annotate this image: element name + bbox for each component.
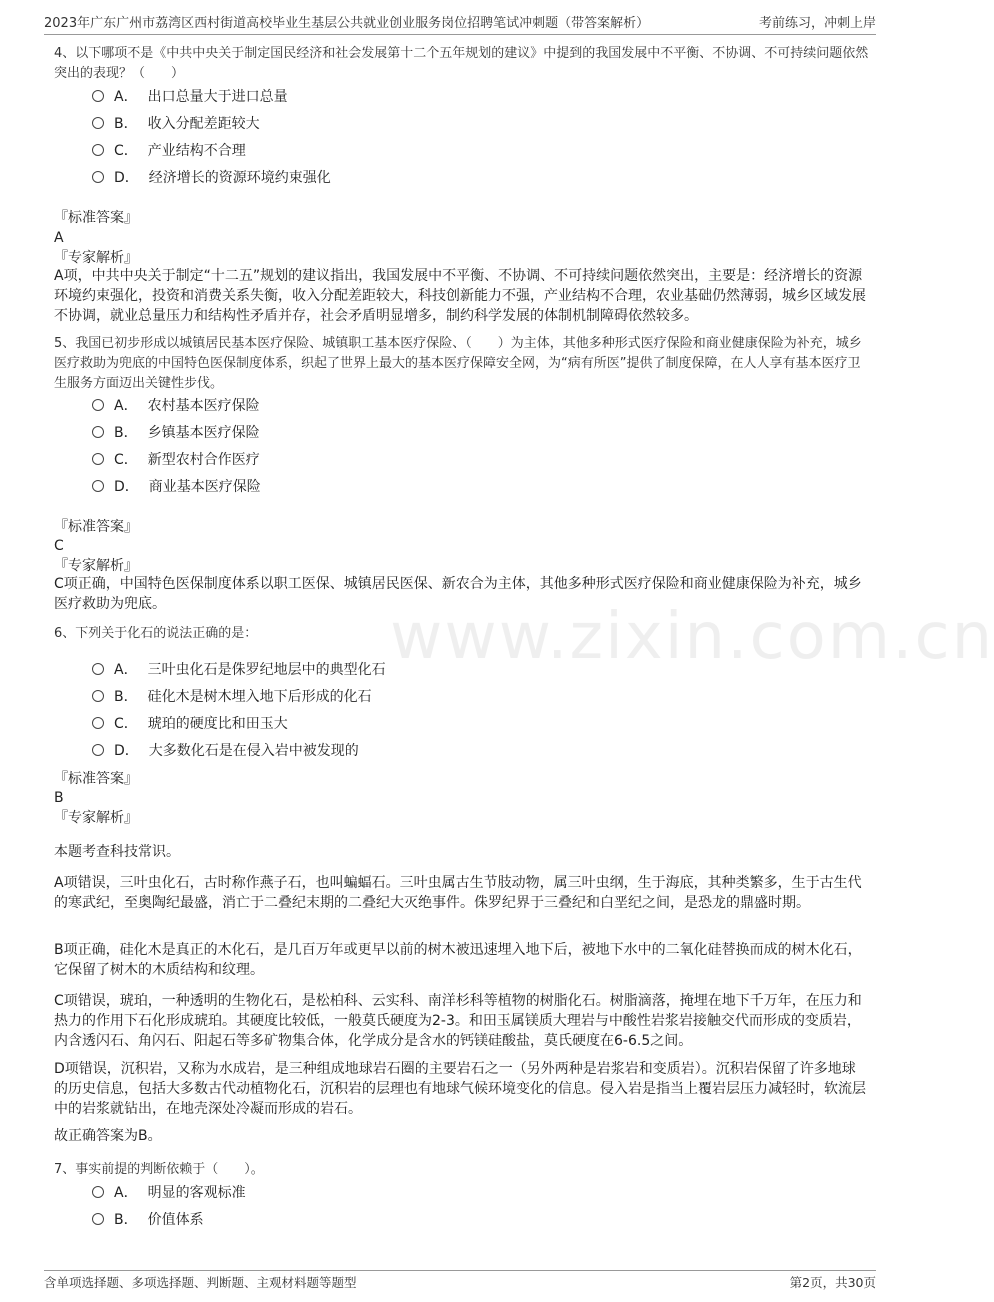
q4-analysis: A项，中共中央关于制定“十二五”规划的建议指出，我国发展中不平衡、不协调、不可持续问题依然突出，主要是：经济增长的资源环境约束强化，投资和消费关系失衡，收入分配差距较大，科技创新能力不强，产业结构不合理，农业基础仍然薄弱，城乡区域发展不协调，就业总量压力和结构性矛盾并存，社会矛盾明显增多，制约科学发展的体制机制障碍依然较多。 [54,268,866,324]
radio-icon[interactable] [92,717,104,729]
q5-option-d[interactable]: D． 商业基本医疗保险 [92,476,261,498]
q5-option-a[interactable]: A． 农村基本医疗保险 [92,395,260,417]
footer-question-types: 含单项选择题、多项选择题、判断题、主观材料题等题型 [44,1275,357,1290]
radio-icon[interactable] [92,480,104,492]
watermark: www.zixin.com.cn [390,600,994,674]
radio-icon[interactable] [92,663,104,675]
page-header [44,12,876,35]
q4-option-c[interactable]: C． 产业结构不合理 [92,140,246,162]
q6-intro: 本题考查科技常识。 [54,844,180,860]
q5-option-b[interactable]: B． 乡镇基本医疗保险 [92,422,260,444]
question-4-stem: 4、以下哪项不是《中共中央关于制定国民经济和社会发展第十二个五年规划的建议》中提到的我国发展中不平衡、不协调、不可持续问题依然突出的表现？（ ） [54,46,869,81]
analysis-label: 『专家解析』 [54,250,138,266]
q4-option-d[interactable]: D． 经济增长的资源环境约束强化 [92,167,331,189]
header-slogan: 考前练习，冲刺上岸 [758,16,876,31]
q6-analysis-c: C项错误，琥珀，一种透明的生物化石，是松柏科、云实科、南洋杉科等植物的树脂化石。树脂滴落，掩埋在地下千万年，在压力和热力的作用下石化形成琥珀。其硬度比较低，一般莫氏硬度为2-3。和田玉属镁质大理岩与中酸性岩浆岩接触交代而形成的变质岩，内含透闪石、角闪石、阳起石等多矿物集合体，化学成分是含水的钙镁硅酸盐，莫氏硬度在6-6.5之间。 [54,993,862,1049]
q6-analysis-d: D项错误，沉积岩，又称为水成岩，是三种组成地球岩石圈的主要岩石之一（另外两种是岩浆岩和变质岩）。沉积岩保留了许多地球的历史信息，包括大多数古代动植物化石，沉积岩的层理也有地球气候环境变化的信息。侵入岩是指当上覆岩层压力减轻时，软流层中的岩浆就钻出，在地壳深处冷凝而形成的岩石。 [54,1061,866,1117]
answer-label: 『标准答案』 [54,771,138,787]
question-6-stem: 6、下列关于化石的说法正确的是： [54,626,258,641]
answer-label: 『标准答案』 [54,519,138,535]
q4-answer: A [54,230,64,246]
q6-option-c[interactable]: C． 琥珀的硬度比和田玉大 [92,713,288,735]
q5-answer: C [54,538,64,554]
q6-option-a[interactable]: A． 三叶虫化石是侏罗纪地层中的典型化石 [92,659,386,681]
page-number: 第2页，共30页 [789,1275,876,1290]
q6-option-b[interactable]: B． 硅化木是树木埋入地下后形成的化石 [92,686,372,708]
radio-icon[interactable] [92,1186,104,1198]
q6-option-d[interactable]: D． 大多数化石是在侵入岩中被发现的 [92,740,359,762]
page-footer [44,1270,876,1295]
question-7-stem: 7、事实前提的判断依赖于（ ）。 [54,1162,264,1177]
analysis-label: 『专家解析』 [54,810,138,826]
q6-answer: B [54,790,64,806]
answer-label: 『标准答案』 [54,210,138,226]
q6-conclusion: 故正确答案为B。 [54,1128,162,1144]
radio-icon[interactable] [92,426,104,438]
q6-analysis-a: A项错误，三叶虫化石，古时称作燕子石，也叫蝙蝠石。三叶虫属古生节肢动物，属三叶虫纲，生于海底，其种类繁多，生于古生代的寒武纪，至奥陶纪最盛，消亡于二叠纪末期的二叠纪大灭绝事件。侏罗纪界于三叠纪和白垩纪之间，是恐龙的鼎盛时期。 [54,875,862,911]
q7-option-a[interactable]: A． 明显的客观标准 [92,1182,246,1204]
radio-icon[interactable] [92,744,104,756]
q7-option-b[interactable]: B． 价值体系 [92,1209,204,1231]
radio-icon[interactable] [92,171,104,183]
q6-analysis-b: B项正确，硅化木是真正的木化石，是几百万年或更早以前的树木被迅速埋入地下后，被地下水中的二氧化硅替换而成的树木化石，它保留了树木的木质结构和纹理。 [54,942,862,978]
radio-icon[interactable] [92,90,104,102]
q4-option-a[interactable]: A． 出口总量大于进口总量 [92,86,288,108]
document-title: 2023年广东广州市荔湾区西村街道高校毕业生基层公共就业创业服务岗位招聘笔试冲刺题（带答案解析） [44,16,650,31]
q4-option-b[interactable]: B． 收入分配差距较大 [92,113,260,135]
radio-icon[interactable] [92,690,104,702]
q5-option-c[interactable]: C． 新型农村合作医疗 [92,449,260,471]
radio-icon[interactable] [92,399,104,411]
question-5-stem: 5、我国已初步形成以城镇居民基本医疗保险、城镇职工基本医疗保险、（ ）为主体，其他多种形式医疗保险和商业健康保险为补充，城乡医疗救助为兜底的中国特色医保制度体系，织起了世界上最大的基本医疗保障安全网，为“病有所医”提供了制度保障，在人人享有基本医疗卫生服务方面迈出关键性步伐。 [54,336,862,391]
q5-analysis: C项正确，中国特色医保制度体系以职工医保、城镇居民医保、新农合为主体，其他多种形式医疗保险和商业健康保险为补充，城乡医疗救助为兜底。 [54,576,862,612]
radio-icon[interactable] [92,1213,104,1225]
radio-icon[interactable] [92,144,104,156]
analysis-label: 『专家解析』 [54,558,138,574]
radio-icon[interactable] [92,117,104,129]
radio-icon[interactable] [92,453,104,465]
